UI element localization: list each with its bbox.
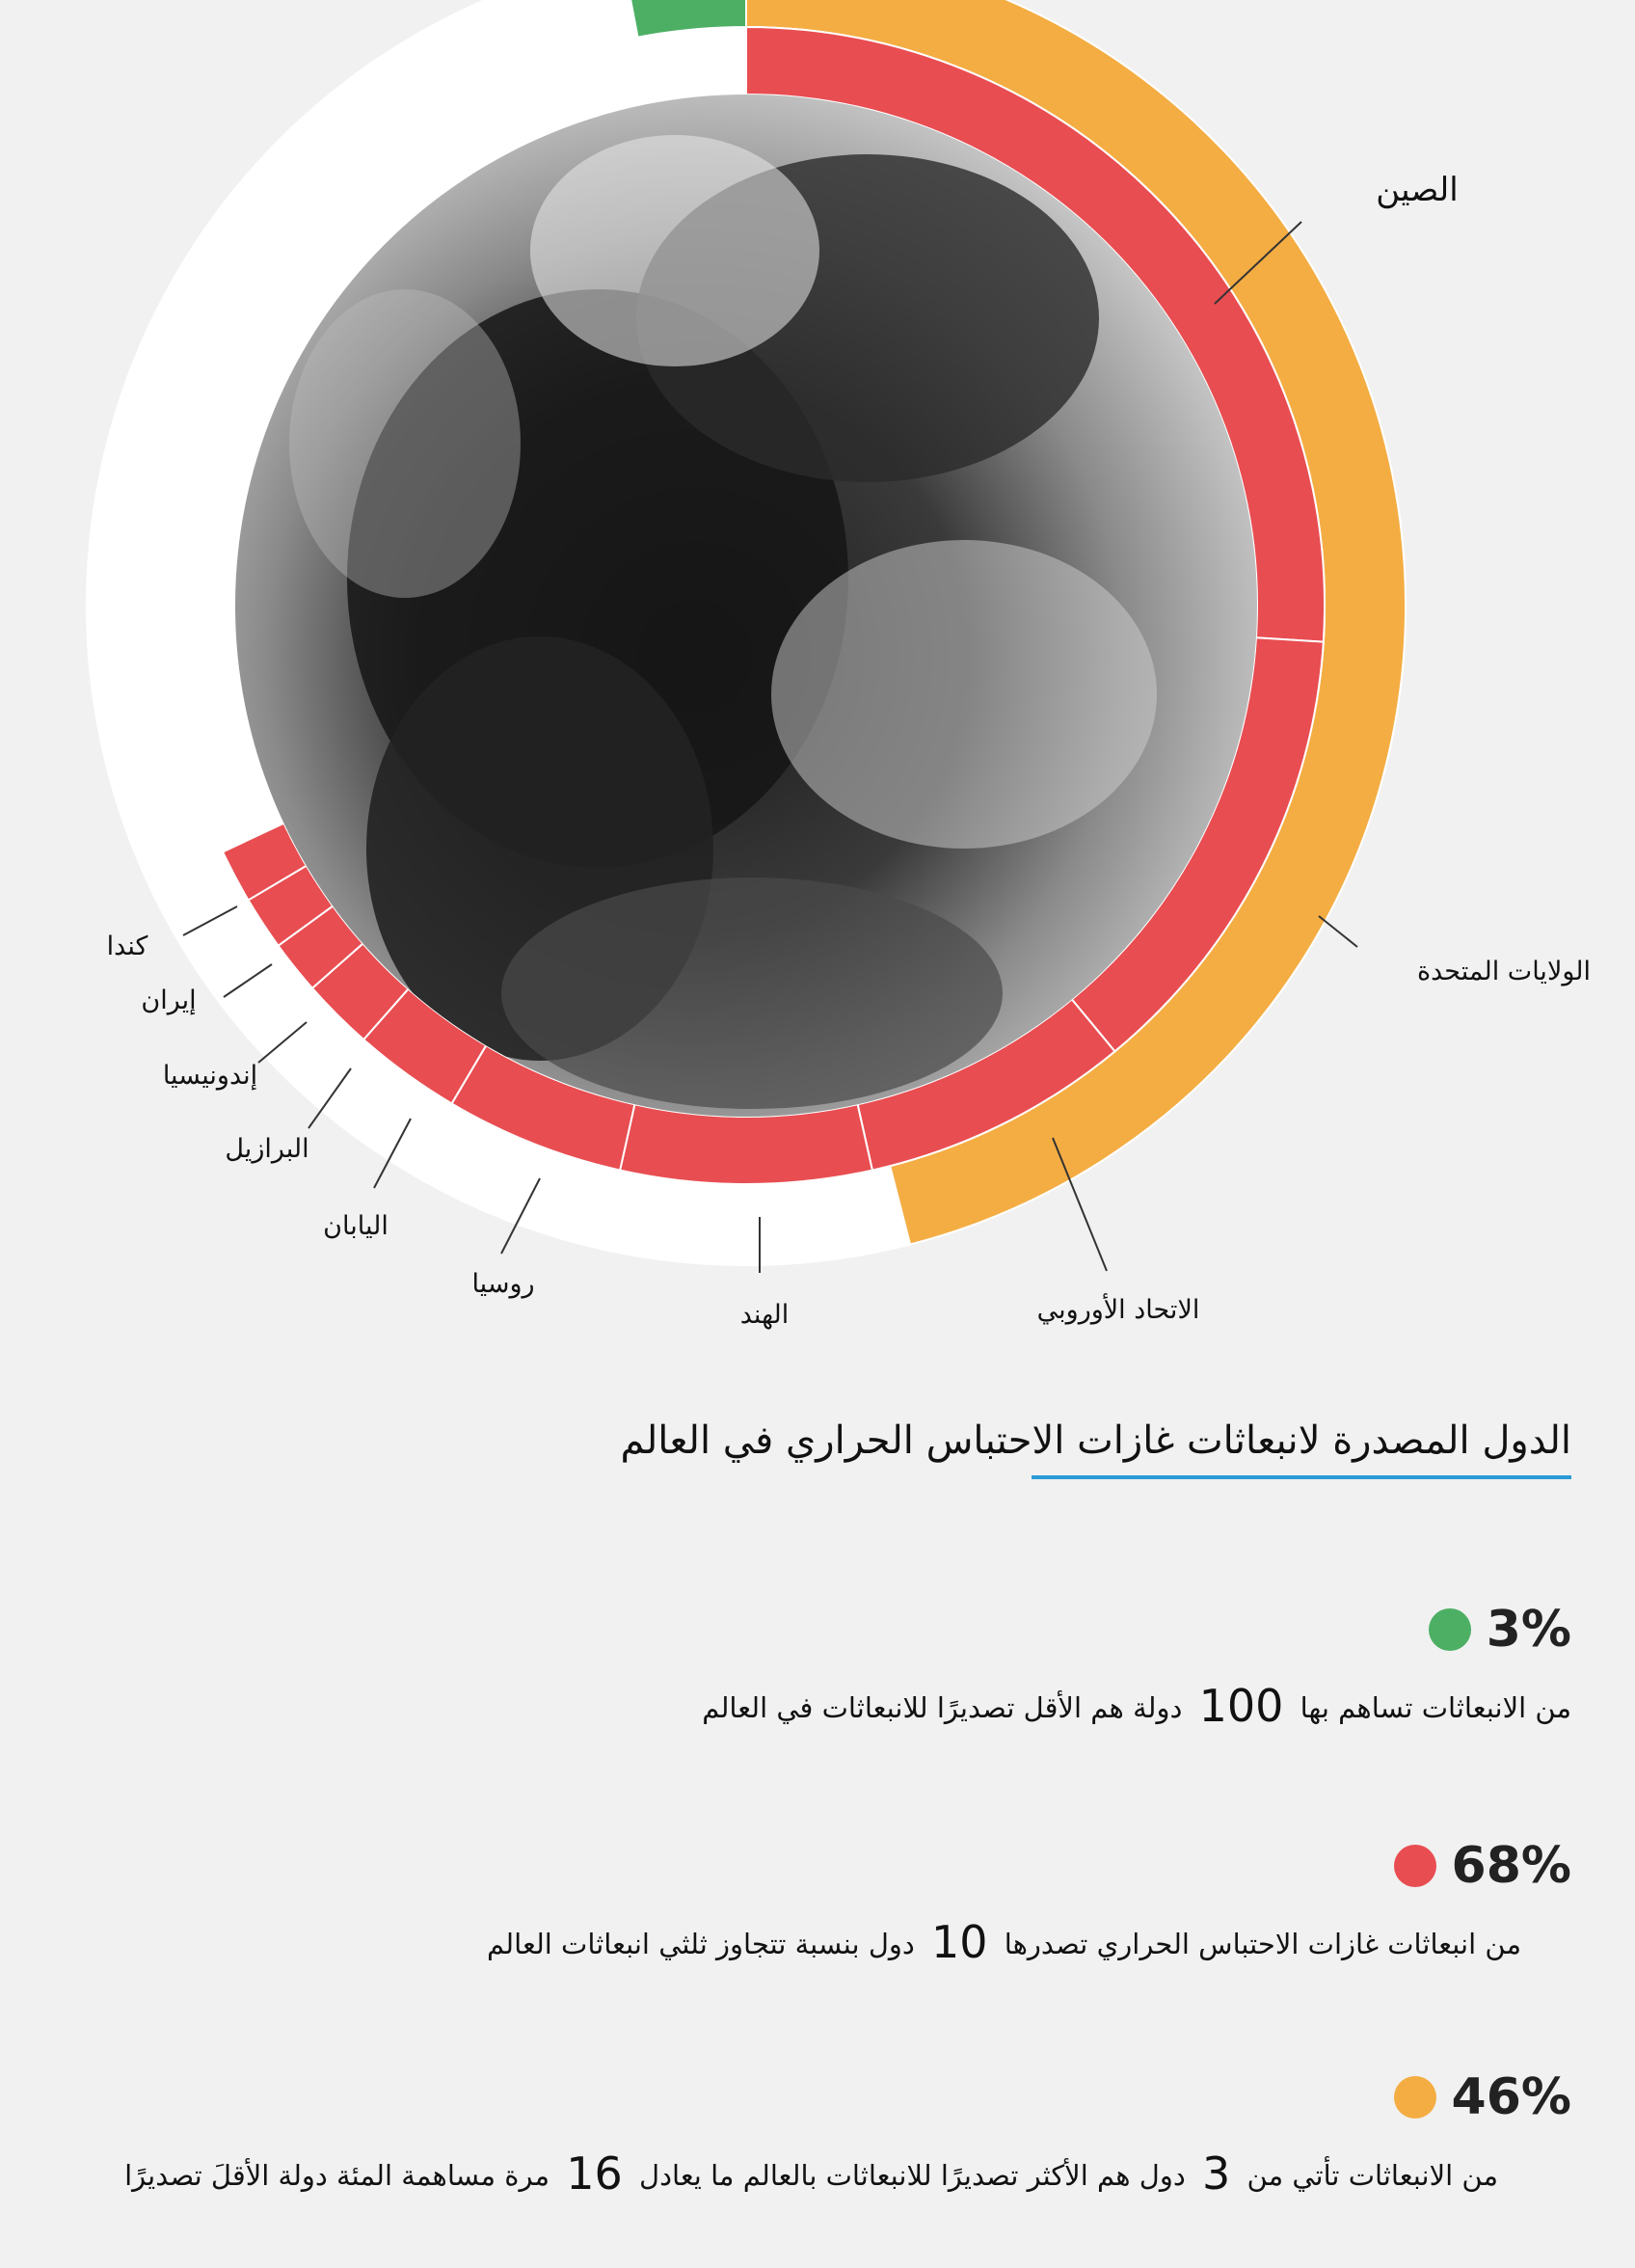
stat-percent: 3%	[1486, 1601, 1571, 1659]
stat-number: 3	[1202, 2147, 1231, 2200]
stat-head	[29, 1601, 1571, 1659]
stat-description	[29, 1680, 1571, 1732]
stat-text: من الانبعاثات تساهم بها	[1300, 1691, 1571, 1724]
country-label: روسيا	[471, 1269, 535, 1299]
stat-number: 10	[931, 1916, 988, 1968]
country-label: كندا	[106, 932, 148, 961]
stat-percent: 46%	[1451, 2068, 1571, 2126]
country-label: اليابان	[323, 1211, 389, 1241]
stat-text: دول هم الأكثر تصديرًا للانبعاثات بالعالم ما يعادل	[639, 2159, 1186, 2192]
green-dot-icon	[1429, 1608, 1471, 1651]
country-label: الصين	[1376, 171, 1459, 209]
country-label: إيران	[141, 986, 197, 1015]
stat-text: من انبعاثات غازات الاحتباس الحراري تصدرها	[1004, 1928, 1521, 1960]
stat-description	[0, 2147, 1498, 2200]
stat-number: 100	[1198, 1680, 1284, 1732]
stat-top-3	[0, 2068, 1571, 2200]
stat-text: من الانبعاثات تأتي من	[1246, 2159, 1498, 2192]
stat-head	[0, 1837, 1571, 1895]
title-underline	[1032, 1475, 1571, 1479]
stat-number: 16	[566, 2147, 623, 2200]
orange-dot-icon	[1394, 2076, 1436, 2119]
country-label: الهند	[739, 1300, 790, 1330]
leader-line	[1319, 916, 1357, 947]
country-label: الولايات المتحدة	[1416, 957, 1592, 986]
stat-top-10	[0, 1837, 1571, 1968]
stat-text: دولة هم الأقل تصديرًا للانبعاثات في العالم	[702, 1691, 1183, 1724]
country-label: إندونيسيا	[162, 1061, 258, 1091]
stat-text: مرة مساهمة المئة دولة الأقلَ تصديرًا	[124, 2159, 550, 2192]
stat-text: دول بنسبة تتجاوز ثلثي انبعاثات العالم	[486, 1928, 915, 1960]
stat-least-100	[29, 1601, 1571, 1732]
country-label: البرازيل	[225, 1134, 309, 1164]
stat-head	[0, 2068, 1571, 2126]
stat-description	[0, 1916, 1521, 1968]
title-block	[318, 1416, 1571, 1473]
smoke-photo	[235, 94, 1257, 1117]
country-label: الاتحاد الأوروبي	[1036, 1295, 1200, 1325]
page-title: الدول المصدرة لانبعاثات غازات الاحتباس الحراري في العالم	[620, 1418, 1571, 1463]
stat-percent: 68%	[1451, 1837, 1571, 1895]
red-dot-icon	[1394, 1845, 1436, 1887]
